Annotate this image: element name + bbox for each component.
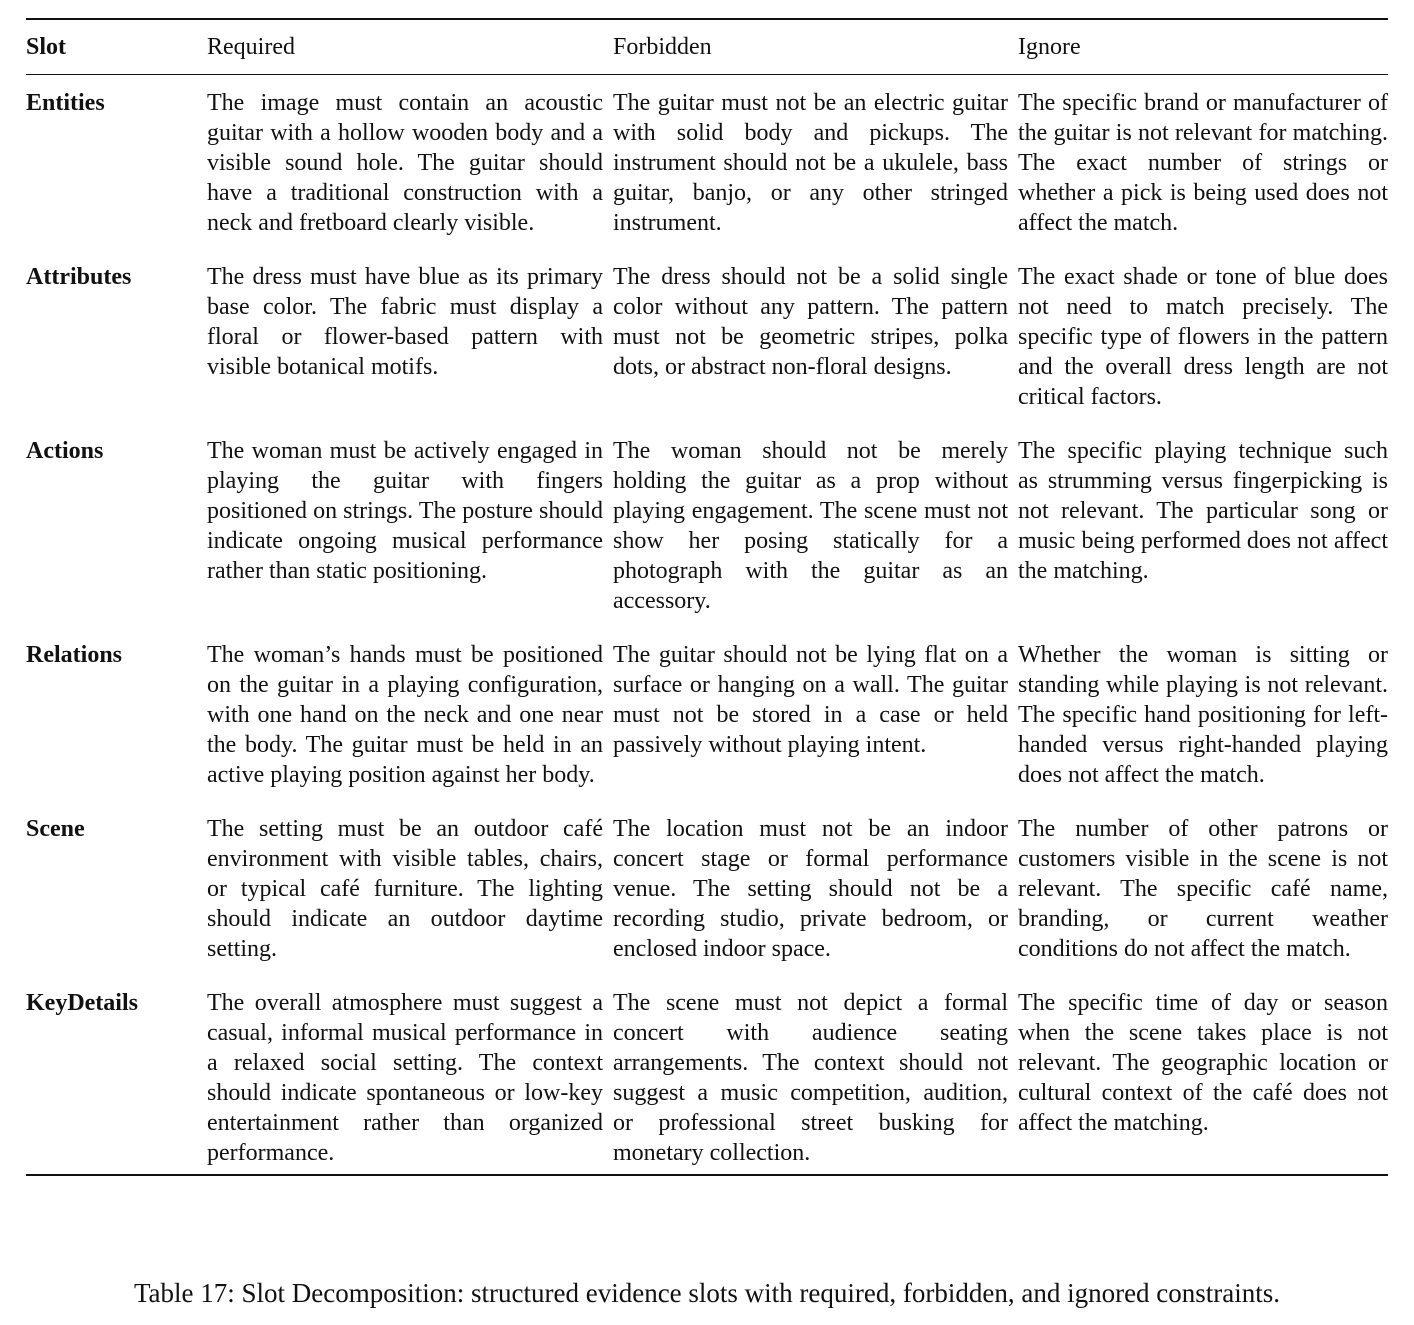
ignore-cell: The specific playing technique such as strumming versus fingerpicking is not relevant. The particular song or music being performed does not affect the matching. [1018,438,1388,584]
forbidden-cell: The guitar must not be an electric guitar with solid body and pickups. The instrument should not be a ukulele, bass guitar, banjo, or any other stringed instrument. [613,90,1008,236]
ignore-cell: The specific brand or manufacturer of the guitar is not relevant for matching. The exact number of strings or whether a pick is being used does not affect the match. [1018,90,1388,236]
header-required: Required [207,34,295,60]
table-body [26,75,1388,1174]
table-caption: Table 17: Slot Decomposition: structured evidence slots with required, forbidden, and ignored constraints. [133,1278,1281,1308]
slot-label: KeyDetails [26,990,138,1016]
ignore-cell: The specific time of day or season when the scene takes place is not relevant. The geographic location or cultural context of the café does not affect the matching. [1018,990,1388,1136]
slot-label: Attributes [26,264,132,290]
required-cell: The woman’s hands must be positioned on the guitar in a playing configuration, with one hand on the neck and one near the body. The guitar must be held in an active playing position against her body. [207,642,603,788]
table-row-scene [26,814,1388,964]
slot-label: Relations [26,642,122,668]
slot-label: Scene [26,816,85,842]
header-forbidden: Forbidden [613,34,712,60]
header-slot: Slot [26,34,67,60]
slot-decomposition-table [26,18,1388,1176]
required-cell: The overall atmosphere must suggest a casual, informal musical performance in a relaxed social setting. The context should indicate spontaneous or low-key entertainment rather than organized performance. [207,990,603,1166]
header-ignore: Ignore [1018,34,1081,60]
table-row-keydetails [26,988,1388,1168]
forbidden-cell: The scene must not depict a formal concert with audience seating arrangements. The context should not suggest a music competition, audition, or professional street busking for monetary collection. [613,990,1008,1166]
ignore-cell: The exact shade or tone of blue does not need to match precisely. The specific type of flowers in the pattern and the overall dress length are not critical factors. [1018,264,1388,410]
table-header-row [26,20,1388,75]
forbidden-cell: The dress should not be a solid single color without any pattern. The pattern must not be geometric stripes, polka dots, or abstract non-floral designs. [613,264,1008,380]
table-row-relations [26,640,1388,790]
slot-label: Actions [26,438,104,464]
forbidden-cell: The woman should not be merely holding the guitar as a prop without playing engagement. The scene must not show her posing statically for a photograph with the guitar as an accessory. [613,438,1008,614]
required-cell: The image must contain an acoustic guitar with a hollow wooden body and a visible sound hole. The guitar should have a traditional construction with a neck and fretboard clearly visible. [207,90,603,236]
table-row-attributes [26,262,1388,412]
required-cell: The woman must be actively engaged in playing the guitar with fingers positioned on strings. The posture should indicate ongoing musical performance rather than static positioning. [207,438,603,584]
table-row-entities [26,88,1388,238]
table-row-actions [26,436,1388,616]
required-cell: The dress must have blue as its primary base color. The fabric must display a floral or flower-based pattern with visible botanical motifs. [207,264,603,380]
required-cell: The setting must be an outdoor café environment with visible tables, chairs, or typical café furniture. The lighting should indicate an outdoor daytime setting. [207,816,603,962]
ignore-cell: Whether the woman is sitting or standing while playing is not relevant. The specific hand positioning for left-handed versus right-handed playing does not affect the match. [1018,642,1388,788]
forbidden-cell: The location must not be an indoor concert stage or formal performance venue. The setting should not be a recording studio, private bedroom, or enclosed indoor space. [613,816,1008,962]
ignore-cell: The number of other patrons or customers visible in the scene is not relevant. The specific café name, branding, or current weather conditions do not affect the match. [1018,816,1388,962]
slot-label: Entities [26,90,105,116]
forbidden-cell: The guitar should not be lying flat on a surface or hanging on a wall. The guitar must not be stored in a case or held passively without playing intent. [613,642,1008,758]
